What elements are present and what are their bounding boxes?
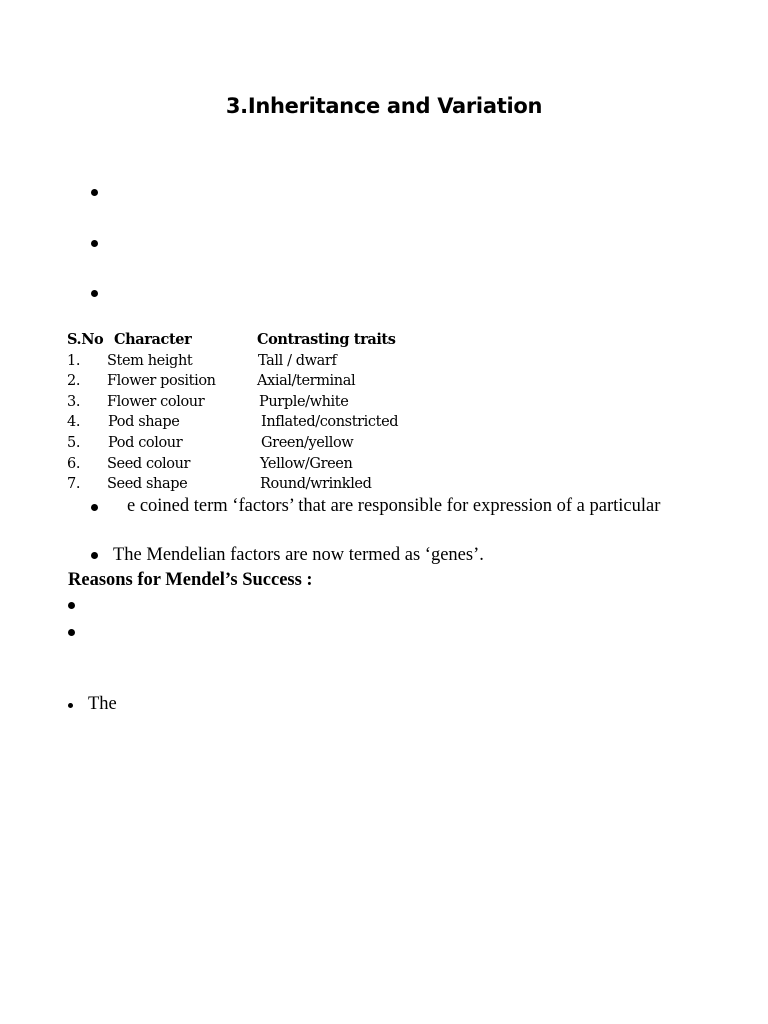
row-sno: 4.	[67, 414, 81, 431]
row-sno: 5.	[67, 434, 81, 451]
row-traits: Yellow/Green	[260, 455, 353, 472]
header-sno: S.No	[67, 331, 104, 348]
row-sno: 6.	[67, 455, 81, 472]
row-sno: 7.	[67, 476, 81, 493]
bullet-dot	[68, 703, 73, 708]
page-title: 3.Inheritance and Variation	[225, 94, 543, 118]
bullet-dot	[68, 629, 75, 636]
row-traits: Purple/white	[259, 393, 349, 410]
row-character: Pod shape	[108, 414, 180, 431]
row-character: Pod colour	[108, 434, 183, 451]
genes-bullet-text: The Mendelian factors are now termed as ‘genes’.	[113, 545, 484, 565]
header-character: Character	[114, 331, 192, 348]
bullet-dot	[91, 290, 98, 297]
bullet-dot	[68, 602, 75, 609]
row-character: Seed colour	[107, 455, 191, 472]
row-character: Stem height	[107, 352, 193, 369]
row-sno: 2.	[67, 373, 81, 390]
bullet-dot	[91, 552, 98, 559]
row-traits: Tall / dwarf	[258, 352, 337, 369]
row-character: Flower colour	[107, 393, 205, 410]
row-character: Flower position	[107, 373, 216, 390]
row-traits: Axial/terminal	[257, 373, 356, 390]
row-sno: 3.	[67, 393, 81, 410]
row-character: Seed shape	[107, 476, 188, 493]
row-sno: 1.	[67, 352, 81, 369]
factors-bullet-text: e coined term ‘factors’ that are responsible for expression of a particular	[127, 496, 661, 516]
last-bullet-text: The	[88, 694, 117, 714]
reasons-heading: Reasons for Mendel’s Success :	[68, 570, 313, 590]
row-traits: Green/yellow	[261, 434, 354, 451]
bullet-dot	[91, 504, 98, 511]
row-traits: Inflated/constricted	[261, 414, 399, 431]
bullet-dot	[91, 240, 98, 247]
header-traits: Contrasting traits	[257, 331, 396, 348]
row-traits: Round/wrinkled	[260, 476, 372, 493]
bullet-dot	[91, 189, 98, 196]
